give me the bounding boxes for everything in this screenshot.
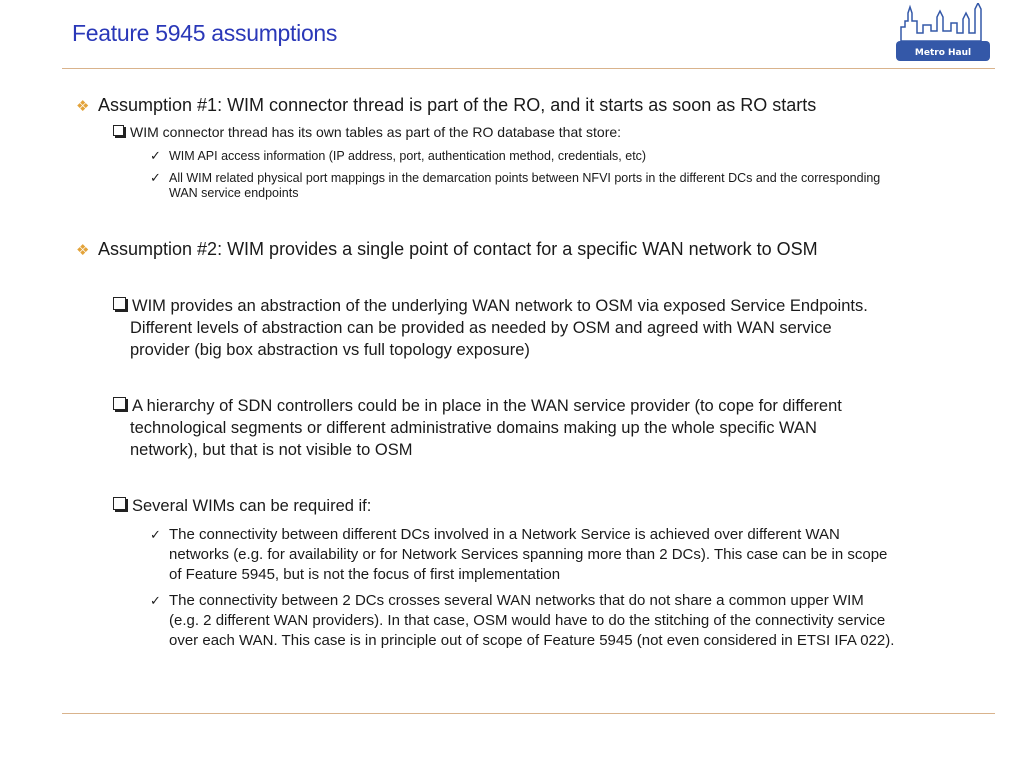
slide-title: Feature 5945 assumptions <box>72 20 338 46</box>
item-text-continued: Different levels of abstraction can be provided as needed by OSM and agreed with WAN service <box>130 319 832 337</box>
assumption-2-text: Assumption #2: WIM provides a single point of contact for a specific WAN network to OSM <box>98 239 818 259</box>
check-text-continued: (e.g. 2 different WAN providers). In that case, OSM would have to do the stitching of the connectivity service <box>169 612 886 629</box>
square-bullet-icon <box>113 397 126 410</box>
item-text: A hierarchy of SDN controllers could be in place in the WAN service provider (to cope for different <box>132 397 842 415</box>
diamond-bullet-icon: ❖ <box>76 98 90 115</box>
top-divider <box>62 68 995 69</box>
check-text: The connectivity between 2 DCs crosses several WAN networks that do not share a common upper WIM <box>169 592 864 609</box>
assumption-1 <box>76 95 816 116</box>
check-text: All WIM related physical port mappings in the demarcation points between NFVI ports in the different DCs and the corresponding <box>169 171 881 185</box>
item-text: WIM provides an abstraction of the underlying WAN network to OSM via exposed Service Endpoints. <box>132 297 868 315</box>
item-text-continued: provider (big box abstraction vs full topology exposure) <box>130 341 530 359</box>
assumption-2-item-2 <box>113 397 842 416</box>
check-text-continued: networks (e.g. for availability or for Network Services spanning more than 2 DCs). This case can be in scope <box>169 546 888 563</box>
check-text: WIM API access information (IP address, port, authentication method, credentials, etc) <box>169 149 647 163</box>
square-bullet-icon <box>113 297 126 310</box>
bottom-divider <box>62 713 995 714</box>
assumption-2-check-1 <box>150 526 840 543</box>
square-bullet-icon <box>113 497 126 510</box>
assumption-1-sub <box>113 124 621 140</box>
assumption-1-text: Assumption #1: WIM connector thread is part of the RO, and it starts as soon as RO starts <box>98 95 817 115</box>
assumption-2-item-1 <box>113 297 868 316</box>
checkmark-icon: ✓ <box>150 148 161 163</box>
logo-text: Metro Haul <box>914 48 972 58</box>
assumption-2-item-3 <box>113 497 371 516</box>
square-bullet-icon <box>113 125 124 136</box>
assumption-1-check-2 <box>150 170 880 186</box>
metro-haul-logo <box>893 3 993 63</box>
assumption-1-check-1 <box>150 148 646 164</box>
assumption-1-sub-text: WIM connector thread has its own tables as part of the RO database that store: <box>130 124 622 140</box>
check-text: The connectivity between different DCs involved in a Network Service is achieved over different WAN <box>169 526 840 543</box>
check-text-continued: over each WAN. This case is in principle out of scope of Feature 5945 (not even considered in ETSI IFA 022). <box>169 632 895 649</box>
checkmark-icon: ✓ <box>150 170 161 185</box>
check-text-continued: of Feature 5945, but is not the focus of first implementation <box>169 566 561 583</box>
diamond-bullet-icon: ❖ <box>76 242 90 259</box>
item-text-continued: network), but that is not visible to OSM <box>130 441 413 459</box>
assumption-2 <box>76 239 818 260</box>
check-text-continued: WAN service endpoints <box>169 186 299 200</box>
checkmark-icon: ✓ <box>150 527 161 542</box>
item-text: Several WIMs can be required if: <box>132 497 372 515</box>
item-text-continued: technological segments or different administrative domains making up the whole specific WAN <box>130 419 817 437</box>
assumption-2-check-2 <box>150 592 864 609</box>
checkmark-icon: ✓ <box>150 593 161 608</box>
